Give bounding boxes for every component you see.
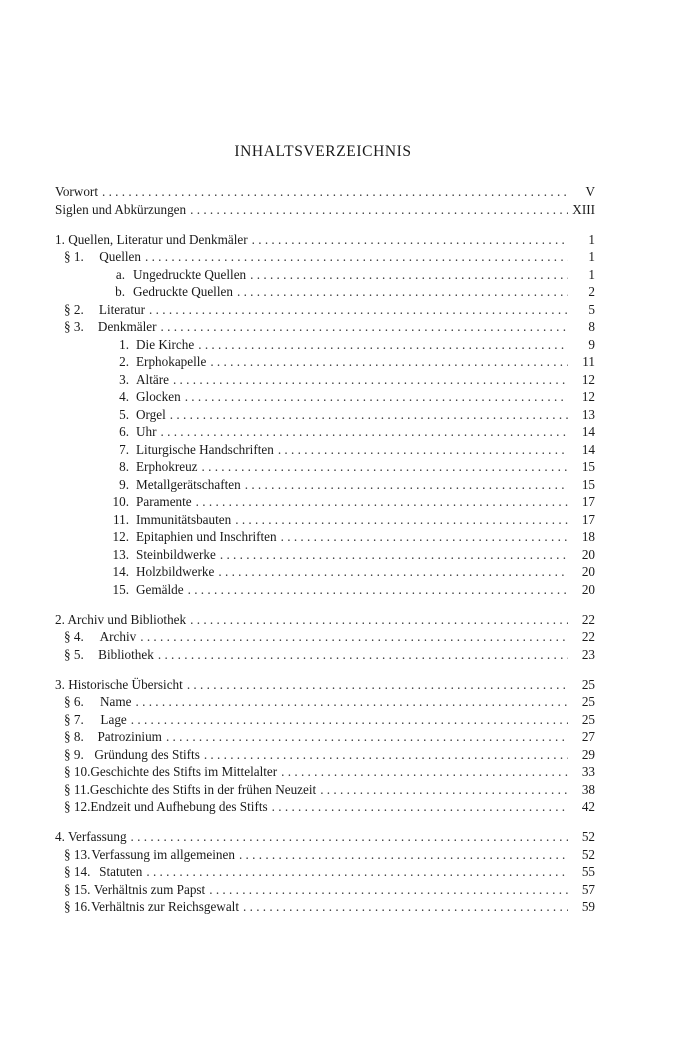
entry-number: 6.: [119, 424, 129, 439]
entry-number: 15.: [112, 581, 129, 597]
group-spacer: [55, 218, 595, 231]
entry-number: 5.: [119, 406, 129, 422]
dot-leader: [131, 711, 568, 729]
toc-entry[interactable]: [55, 406, 595, 424]
dot-leader: [320, 781, 568, 799]
entry-title: Verhältnis zur Reichsgewalt: [91, 899, 240, 914]
entry-title: Geschichte des Stifts im Mittelalter: [90, 764, 278, 779]
entry-title: Verhältnis zum Papst: [93, 881, 206, 897]
toc-entry[interactable]: [55, 693, 595, 711]
dot-leader: [281, 528, 568, 546]
dot-leader: [209, 881, 568, 899]
entry-title: Geschichte des Stifts in der frühen Neuzeit: [89, 781, 317, 797]
toc-entry[interactable]: [55, 881, 595, 899]
entry-title: Denkmäler: [97, 319, 157, 334]
toc-entry[interactable]: [55, 493, 595, 511]
page-number: 22: [581, 629, 595, 644]
entry-title: Vorwort: [55, 184, 98, 199]
section-number: § 5.: [64, 646, 84, 662]
entry-number: 10.: [112, 494, 129, 509]
section-number: § 8.: [64, 729, 84, 744]
entry-number: 9.: [119, 476, 129, 492]
entry-title: Metallgerätschaften: [136, 476, 241, 492]
page-number: 1: [588, 266, 595, 282]
entry-title: Patrozinium: [97, 729, 162, 744]
toc-entry[interactable]: [55, 563, 595, 581]
entry-title: Uhr: [136, 424, 157, 439]
page-number: 15: [581, 476, 595, 492]
page-number: 23: [581, 646, 595, 662]
toc-entry[interactable]: [55, 728, 595, 746]
toc-entry[interactable]: [55, 511, 595, 529]
page-number: 8: [588, 319, 595, 334]
entry-title: Ungedruckte Quellen: [133, 266, 247, 282]
dot-leader: [158, 646, 568, 664]
dot-leader: [173, 371, 568, 389]
entry-title: Gedruckte Quellen: [133, 284, 233, 299]
page-number: 22: [581, 611, 595, 627]
page-number: 14: [581, 424, 595, 439]
entry-title: Die Kirche: [136, 336, 195, 352]
page-number: 17: [581, 494, 595, 509]
section-number: § 16.: [64, 899, 91, 914]
page-number: 55: [581, 864, 595, 879]
entry-title: Statuten: [99, 864, 143, 879]
section-number: § 2.: [64, 301, 84, 317]
page-number: 1: [588, 231, 595, 247]
entry-number: 12.: [112, 529, 129, 544]
page-number: 13: [581, 406, 595, 422]
entry-title: Siglen und Abkürzungen: [55, 201, 187, 217]
toc-entry[interactable]: [55, 676, 595, 694]
page-number: 12: [581, 389, 595, 404]
entry-title: Holzbildwerke: [136, 564, 215, 579]
toc-entry[interactable]: [55, 711, 595, 729]
entry-number: 7.: [119, 441, 129, 457]
toc-entry[interactable]: [55, 828, 595, 846]
page-number: 59: [581, 899, 595, 914]
dot-leader: [281, 763, 568, 781]
toc-entry[interactable]: [55, 581, 595, 599]
toc-entry[interactable]: [55, 248, 595, 266]
dot-leader: [278, 441, 568, 459]
toc-entry[interactable]: [55, 283, 595, 301]
page-number: 20: [581, 564, 595, 579]
dot-leader: [102, 183, 568, 201]
entry-title: 4. Verfassung: [55, 829, 127, 844]
entry-title: Orgel: [136, 406, 166, 422]
page-number: 2: [588, 284, 595, 299]
section-number: § 12.: [64, 799, 91, 814]
section-number: § 9.: [64, 746, 84, 762]
toc-entry[interactable]: [55, 611, 595, 629]
toc-entry[interactable]: [55, 898, 595, 916]
entry-title: Altäre: [136, 371, 169, 387]
entry-title: Literatur: [98, 301, 146, 317]
page-number: 20: [581, 546, 595, 562]
dot-leader: [245, 476, 568, 494]
toc-entry[interactable]: [55, 863, 595, 881]
toc-entry[interactable]: [55, 763, 595, 781]
section-number: § 4.: [64, 629, 84, 644]
toc-entry[interactable]: [55, 318, 595, 336]
toc-entry[interactable]: [55, 458, 595, 476]
section-number: § 3.: [64, 319, 84, 334]
toc-entry[interactable]: [55, 846, 595, 864]
dot-leader: [190, 201, 568, 219]
dot-leader: [187, 676, 568, 694]
page-number: 5: [588, 301, 595, 317]
toc-entry[interactable]: [55, 183, 595, 201]
page-number: 18: [581, 529, 595, 544]
entry-title: Epitaphien und Inschriften: [136, 529, 277, 544]
dot-leader: [149, 301, 568, 319]
entry-title: Paramente: [136, 494, 192, 509]
dot-leader: [237, 283, 568, 301]
page-number: XIII: [572, 201, 595, 217]
section-number: § 7.: [64, 711, 84, 727]
dot-leader: [272, 798, 568, 816]
page-number: 12: [581, 371, 595, 387]
page-number: 25: [581, 676, 595, 692]
toc-entry[interactable]: [55, 201, 595, 219]
section-number: § 15.: [64, 881, 91, 897]
section-number: § 10.: [64, 764, 91, 779]
dot-leader: [161, 423, 568, 441]
page-number: 15: [581, 459, 595, 474]
dot-leader: [145, 248, 568, 266]
entry-number: 13.: [112, 546, 129, 562]
entry-title: 3. Historische Übersicht: [55, 676, 183, 692]
dot-leader: [166, 728, 568, 746]
group-spacer: [55, 663, 595, 676]
entry-number: a.: [115, 266, 125, 282]
entry-title: Liturgische Handschriften: [136, 441, 274, 457]
toc-entry[interactable]: [55, 746, 595, 764]
dot-leader: [204, 746, 568, 764]
entry-title: Steinbildwerke: [136, 546, 216, 562]
page-number: 33: [581, 764, 595, 779]
toc-entry[interactable]: [55, 388, 595, 406]
dot-leader: [188, 581, 568, 599]
toc-entry[interactable]: [55, 781, 595, 799]
entry-number: 4.: [119, 389, 129, 404]
entry-number: 1.: [119, 336, 129, 352]
section-number: § 11.: [64, 781, 90, 797]
entry-title: Erphokapelle: [136, 354, 207, 369]
dot-leader: [250, 266, 568, 284]
dot-leader: [252, 231, 568, 249]
dot-leader: [243, 898, 568, 916]
entry-number: 8.: [119, 459, 129, 474]
entry-title: Immunitätsbauten: [136, 511, 232, 527]
dot-leader: [146, 863, 568, 881]
dot-leader: [161, 318, 568, 336]
toc-entry[interactable]: [55, 336, 595, 354]
dot-leader: [220, 546, 568, 564]
entry-title: Name: [100, 694, 132, 709]
entry-title: Erphokreuz: [136, 459, 198, 474]
entry-title: Lage: [100, 711, 127, 727]
toc-entry[interactable]: [55, 798, 595, 816]
entry-title: 2. Archiv und Bibliothek: [55, 611, 187, 627]
entry-title: Glocken: [136, 389, 181, 404]
entry-number: 3.: [119, 371, 129, 387]
entry-number: 14.: [112, 564, 129, 579]
dot-leader: [239, 846, 568, 864]
toc-entry[interactable]: [55, 628, 595, 646]
dot-leader: [198, 336, 568, 354]
section-number: § 6.: [64, 694, 84, 709]
toc-entry[interactable]: [55, 353, 595, 371]
section-number: § 1.: [64, 249, 84, 264]
dot-leader: [196, 493, 568, 511]
group-spacer: [55, 598, 595, 611]
entry-title: Bibliothek: [98, 646, 154, 662]
dot-leader: [202, 458, 568, 476]
entry-number: 11.: [113, 511, 129, 527]
toc-entry[interactable]: [55, 646, 595, 664]
page-number: 52: [581, 829, 595, 844]
toc-entry[interactable]: [55, 301, 595, 319]
dot-leader: [140, 628, 568, 646]
dot-leader: [170, 406, 568, 424]
page-number: 57: [581, 881, 595, 897]
entry-number: 2.: [119, 354, 129, 369]
entry-title: Verfassung im allgemeinen: [91, 846, 235, 862]
entry-title: Archiv: [99, 629, 137, 644]
page-number: 20: [581, 581, 595, 597]
dot-leader: [235, 511, 568, 529]
toc-entry[interactable]: [55, 423, 595, 441]
toc-entry[interactable]: [55, 528, 595, 546]
toc-entry[interactable]: [55, 371, 595, 389]
page-number: 27: [581, 729, 595, 744]
section-number: § 13.: [64, 846, 91, 862]
group-spacer: [55, 816, 595, 829]
entry-number: b.: [115, 284, 125, 299]
toc-entry[interactable]: [55, 441, 595, 459]
page-number: 14: [581, 441, 595, 457]
dot-leader: [190, 611, 568, 629]
page-number: 25: [581, 694, 595, 709]
entry-title: Quellen: [99, 249, 141, 264]
entry-title: Gemälde: [136, 581, 184, 597]
page-number: V: [585, 184, 595, 199]
page-number: 38: [581, 781, 595, 797]
section-number: § 14.: [64, 864, 91, 879]
page-number: 25: [581, 711, 595, 727]
dot-leader: [210, 353, 568, 371]
dot-leader: [185, 388, 568, 406]
entry-title: Gründung des Stifts: [94, 746, 200, 762]
toc-entry[interactable]: [55, 266, 595, 284]
table-of-contents: [55, 183, 595, 916]
page-number: 17: [581, 511, 595, 527]
toc-entry[interactable]: [55, 476, 595, 494]
page-number: 11: [582, 354, 595, 369]
page-number: 52: [581, 846, 595, 862]
toc-entry[interactable]: [55, 546, 595, 564]
page-number: 42: [581, 799, 595, 814]
toc-entry[interactable]: [55, 231, 595, 249]
page-title: INHALTSVERZEICHNIS: [234, 143, 412, 160]
dot-leader: [136, 693, 568, 711]
dot-leader: [131, 828, 568, 846]
page-number: 1: [588, 249, 595, 264]
entry-title: Endzeit und Aufhebung des Stifts: [90, 799, 268, 814]
dot-leader: [218, 563, 568, 581]
page-number: 9: [588, 336, 595, 352]
entry-title: 1. Quellen, Literatur und Denkmäler: [55, 231, 248, 247]
page-number: 29: [581, 746, 595, 762]
